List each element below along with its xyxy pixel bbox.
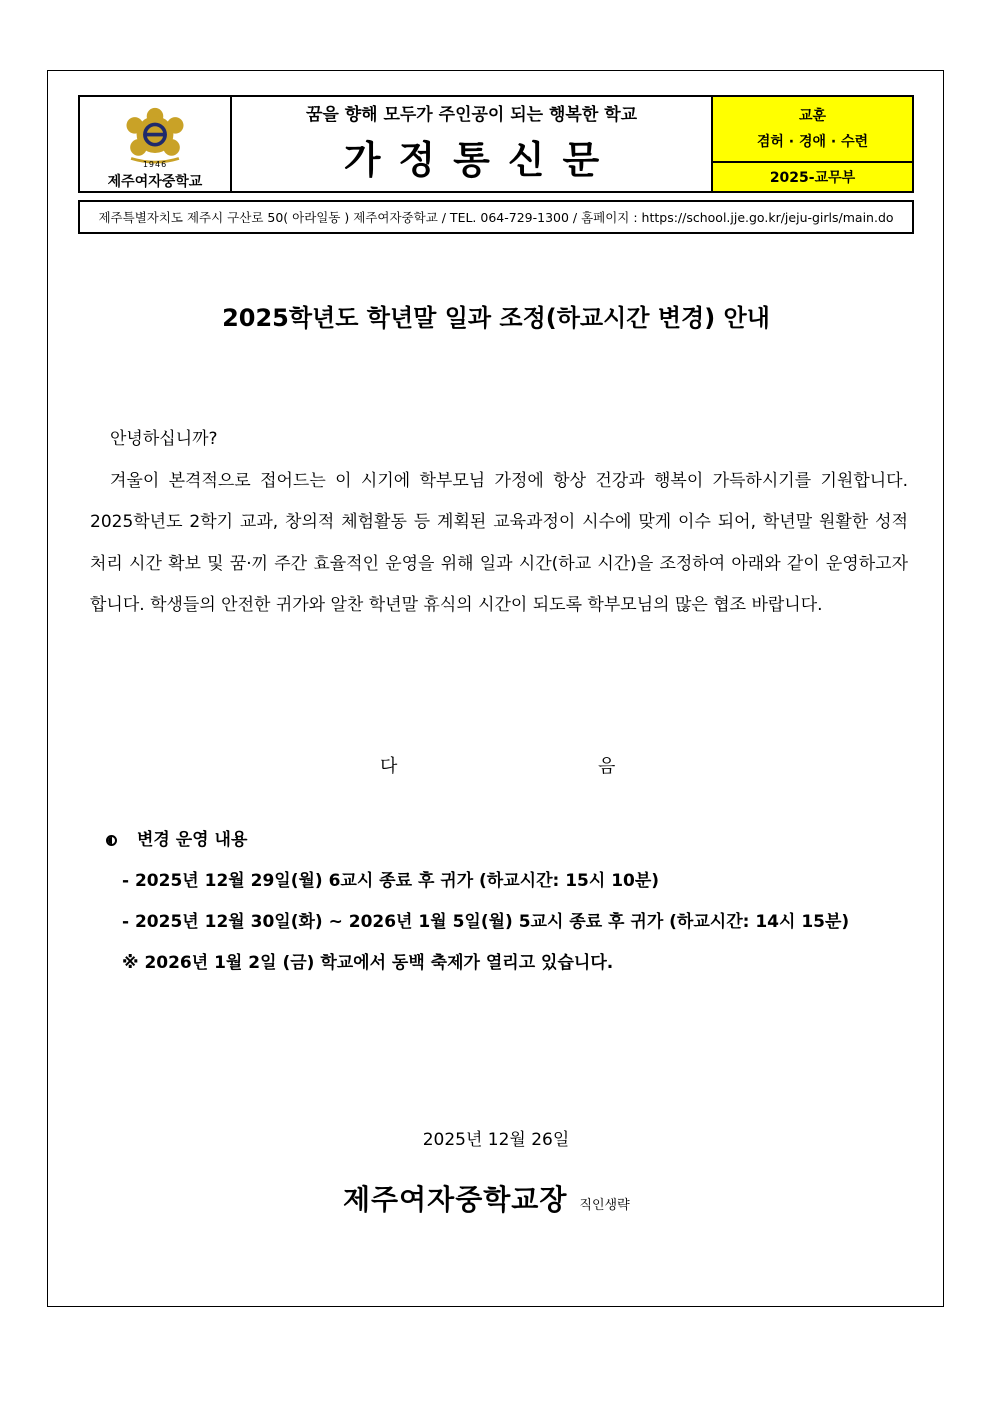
change-details-section — [106, 820, 849, 984]
school-emblem-icon — [115, 107, 195, 164]
title-cell — [232, 97, 713, 191]
body-paragraph: 겨울이 본격적으로 접어드는 이 시기에 학부모님 가정에 항상 건강과 행복이 가득하시기를 기원합니다. 2025학년도 2학기 교과, 창의적 체험활동 등 계획된 교육과정이 시수에 맞게 이수 되어, 학년말 원활한 성적 처리 시간 확보 및 꿈·끼 주간 효율적인 운영을 위해 일과 시간(하교 시간)을 조정하여 아래와 같이 운영하고자 합니다. 학생들의 안전한 귀가와 알찬 학년말 휴식의 시간이 되도록 학부모님의 많은 협조 바랍니다. — [90, 470, 908, 615]
school-slogan: 꿈을 향해 모두가 주인공이 되는 행복한 학교 — [305, 105, 638, 125]
greeting: 안녕하십니까? — [110, 429, 218, 449]
principal-title: 제주여자중학교장 — [343, 1183, 568, 1216]
note-item: ※ 2026년 1월 2일 (금) 학교에서 동백 축제가 열리고 있습니다. — [122, 953, 614, 973]
section-heading — [106, 820, 849, 861]
seal-omitted-note: 직인생략 — [579, 1198, 630, 1213]
address-bar: 제주특별자치도 제주시 구산로 50( 아라일동 ) 제주여자중학교 / TEL. 064-729-1300 / 홈페이지 : https://school.jje.go.kr/jeju-girls/main.do — [78, 200, 914, 234]
page-frame — [47, 70, 944, 1307]
list-item: - 2025년 12월 30일(화) ~ 2026년 1월 5일(월) 5교시 종료 후 귀가 (하교시간: 14시 15분) — [122, 912, 850, 932]
signature-block — [343, 1178, 630, 1218]
motto-label: 교훈 — [798, 108, 827, 124]
document-date: 2025년 12월 26일 — [422, 1130, 570, 1150]
school-name: 제주여자중학교 — [107, 174, 203, 190]
letterhead — [78, 95, 914, 193]
newsletter-title: 가정통신문 — [343, 138, 618, 182]
eum-label: 음 — [598, 756, 616, 777]
motto-cell — [713, 97, 912, 191]
founded-year: 1946 — [142, 160, 168, 169]
da-label: 다 — [380, 756, 398, 777]
circle-bullet-icon — [106, 835, 117, 846]
document-title: 2025학년도 학년말 일과 조정(하교시간 변경) 안내 — [222, 304, 770, 332]
motto-values: 겸허 · 경애 · 수련 — [756, 134, 869, 150]
department-code: 2025-교무부 — [769, 170, 856, 186]
school-logo-cell — [80, 97, 232, 191]
school-motto-box — [713, 97, 912, 163]
list-item: - 2025년 12월 29일(월) 6교시 종료 후 귀가 (하교시간: 15시 10분) — [122, 871, 660, 891]
section-heading-text: 변경 운영 내용 — [137, 830, 248, 850]
letter-body — [90, 419, 908, 627]
